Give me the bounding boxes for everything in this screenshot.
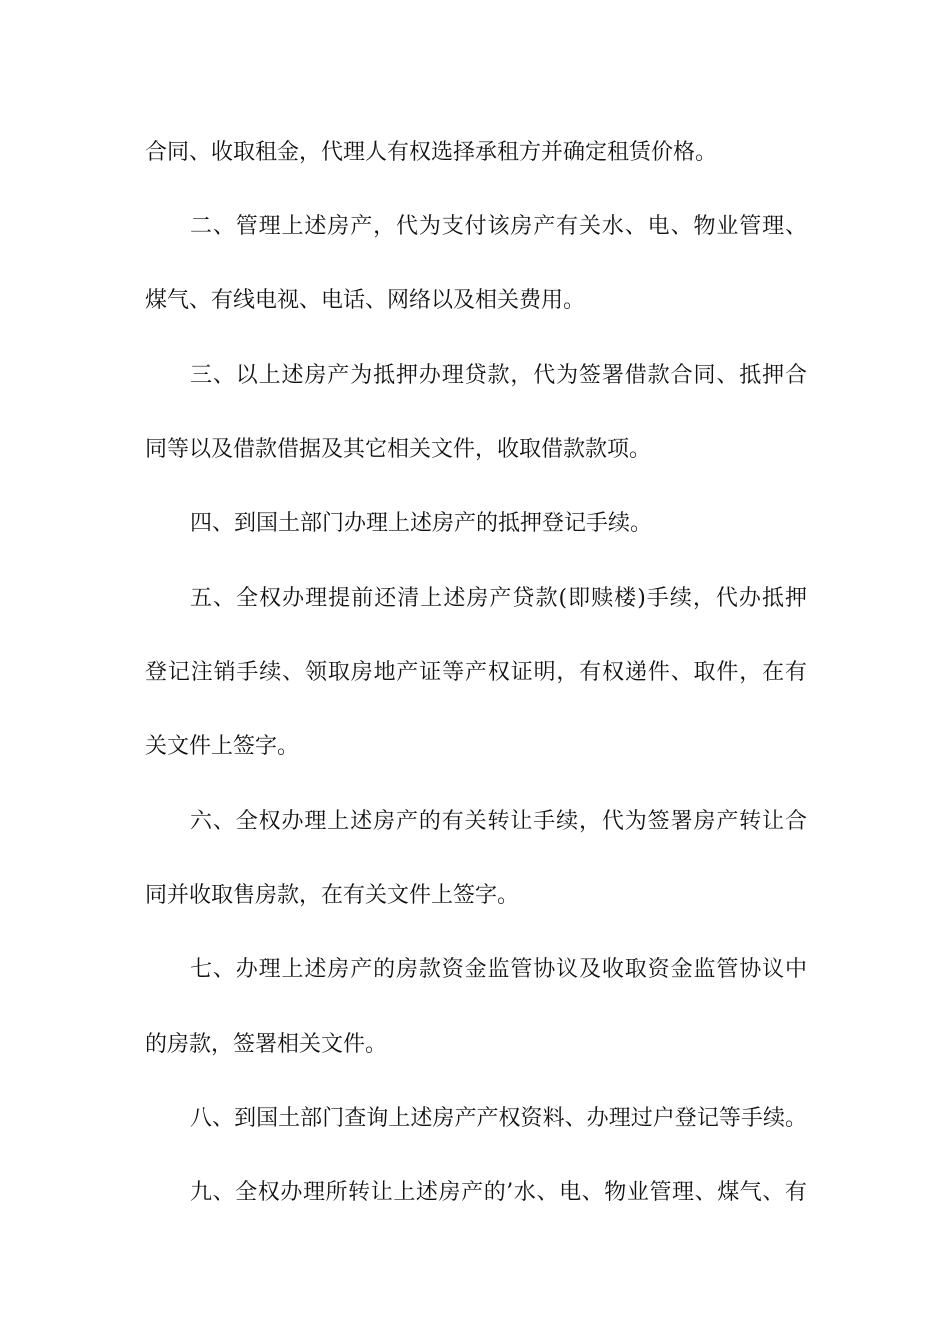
text-line: 三、以上述房产为抵押办理贷款，代为签署借款合同、抵押合 <box>190 363 807 388</box>
text-line: 八、到国土部门查询上述房产产权资料、办理过户登记等手续。 <box>190 1106 807 1131</box>
text-line: 关文件上签字。 <box>145 734 300 759</box>
text-line: 同等以及借款借据及其它相关文件，收取借款款项。 <box>145 437 652 462</box>
text-line: 煤气、有线电视、电话、网络以及相关费用。 <box>145 288 586 313</box>
text-line: 四、到国土部门办理上述房产的抵押登记手续。 <box>190 511 653 536</box>
text-line: 同并收取售房款，在有关文件上签字。 <box>145 883 520 908</box>
text-line: 五、全权办理提前还清上述房产贷款(即赎楼)手续，代办抵押 <box>190 586 807 611</box>
text-line: 二、管理上述房产，代为支付该房产有关水、电、物业管理、 <box>190 214 807 239</box>
text-line: 登记注销手续、领取房地产证等产权证明，有权递件、取件，在有 <box>145 660 807 685</box>
text-line: 合同、收取租金，代理人有权选择承租方并确定租赁价格。 <box>145 140 718 165</box>
text-line: 的房款，签署相关文件。 <box>145 1032 388 1057</box>
text-line: 六、全权办理上述房产的有关转让手续，代为签署房产转让合 <box>190 809 807 834</box>
text-line: 七、办理上述房产的房款资金监管协议及收取资金监管协议中 <box>190 957 807 982</box>
text-line: 九、全权办理所转让上述房产的’水、电、物业管理、煤气、有 <box>190 1180 807 1205</box>
